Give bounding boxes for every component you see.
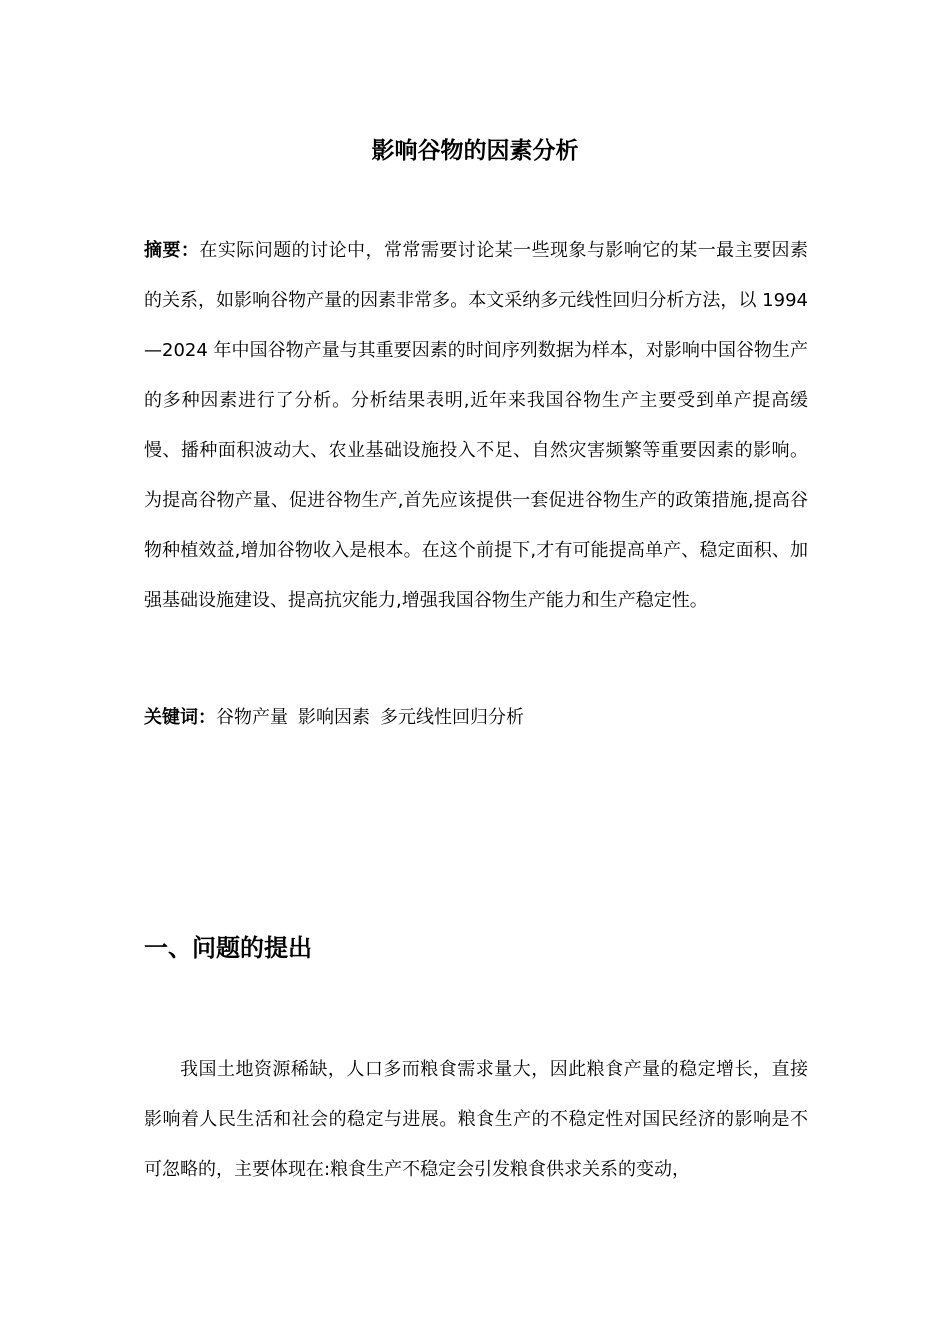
keyword-item: 多元线性回归分析 xyxy=(380,707,524,728)
body-paragraph: 我国土地资源稀缺，人口多而粮食需求量大，因此粮食产量的稳定增长，直接影响着人民生活和社会的稳定与进展。粮食生产的不稳定性对国民经济的影响是不可忽略的，主要体现在:粮食生产不稳定会引发粮食供求关系的变动， xyxy=(144,1059,808,1180)
document-title: 影响谷物的因素分析 xyxy=(371,138,579,164)
abstract-label: 摘要： xyxy=(144,240,200,261)
keyword-item: 影响因素 xyxy=(298,707,370,728)
keywords xyxy=(144,700,808,736)
keywords-label: 关键词： xyxy=(144,707,216,728)
section-heading: 一、问题的提出 xyxy=(144,934,312,962)
abstract-text: 在实际问题的讨论中，常常需要讨论某一些现象与影响它的某一最主要因素的关系，如影响谷物产量的因素非常多。本文采纳多元线性回归分析方法，以 1994—2024 年中国谷物产量与其重要因素的时间序列数据为样本，对影响中国谷物生产的多种因素进行了分析。分析结果表明,近年来我国谷物生产主要受到单产提高缓慢、播种面积波动大、农业基础设施投入不足、自然灾害频繁等重要因素的影响。为提高谷物产量、促进谷物生产,首先应该提供一套促进谷物生产的政策措施,提高谷物种植效益,增加谷物收入是根本。在这个前提下,才有可能提高单产、稳定面积、加强基础设施建设、提高抗灾能力,增强我国谷物生产能力和生产稳定性。 xyxy=(144,240,809,611)
keyword-item: 谷物产量 xyxy=(216,707,288,728)
abstract xyxy=(144,226,808,626)
